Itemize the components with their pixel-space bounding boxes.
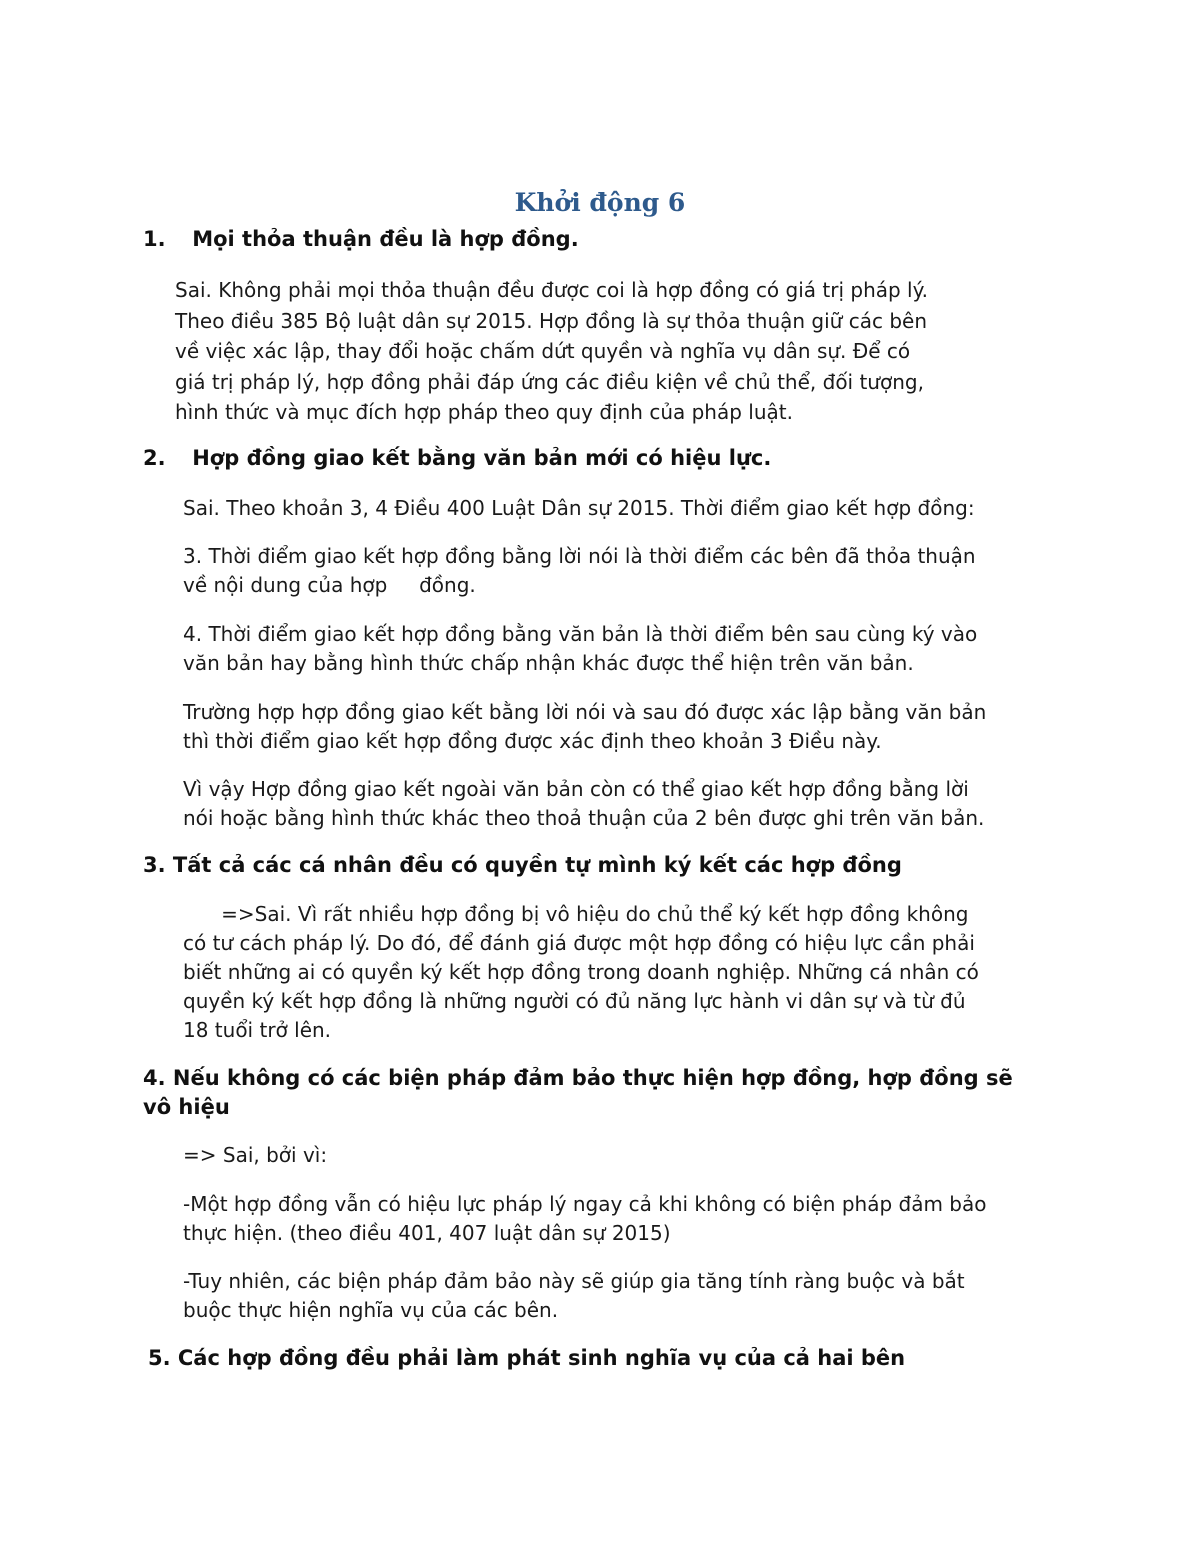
answer-line: =>Sai. Vì rất nhiều hợp đồng bị vô hiệu do chủ thể ký kết hợp đồng không <box>183 902 969 926</box>
answer-line: về nội dung của hợp đồng. <box>183 573 476 597</box>
answer-line: Sai. Theo khoản 3, 4 Điều 400 Luật Dân sự 2015. Thời điểm giao kết hợp đồng: <box>183 496 975 520</box>
answer-line: nói hoặc bằng hình thức khác theo thoả thuận của 2 bên được ghi trên văn bản. <box>183 806 985 830</box>
question-2-intro <box>183 494 975 523</box>
question-3-answer <box>183 900 979 1045</box>
question-1-answer <box>175 275 928 428</box>
answer-line: Sai. Không phải mọi thỏa thuận đều được coi là hợp đồng có giá trị pháp lý. <box>175 278 928 302</box>
answer-line: -Một hợp đồng vẫn có hiệu lực pháp lý ngay cả khi không có biện pháp đảm bảo <box>183 1192 987 1216</box>
answer-line: buộc thực hiện nghĩa vụ của các bên. <box>183 1298 559 1322</box>
question-2-heading <box>143 444 771 473</box>
question-4-point-2 <box>183 1267 965 1325</box>
answer-line: thì thời điểm giao kết hợp đồng được xác định theo khoản 3 Điều này. <box>183 729 882 753</box>
answer-line: 18 tuổi trở lên. <box>183 1018 332 1042</box>
question-2-number: 2. <box>143 446 166 470</box>
answer-line: Trường hợp hợp đồng giao kết bằng lời nói và sau đó được xác lập bằng văn bản <box>183 700 987 724</box>
question-4-intro <box>183 1141 327 1170</box>
question-4-line: vô hiệu <box>143 1095 230 1119</box>
answer-line: -Tuy nhiên, các biện pháp đảm bảo này sẽ giúp gia tăng tính ràng buộc và bắt <box>183 1269 965 1293</box>
question-4-line: 4. Nếu không có các biện pháp đảm bảo thực hiện hợp đồng, hợp đồng sẽ <box>143 1066 1013 1090</box>
answer-line: quyền ký kết hợp đồng là những người có đủ năng lực hành vi dân sự và từ đủ <box>183 989 966 1013</box>
answer-line: về việc xác lập, thay đổi hoặc chấm dứt quyền và nghĩa vụ dân sự. Để có <box>175 339 911 363</box>
answer-line: giá trị pháp lý, hợp đồng phải đáp ứng các điều kiện về chủ thể, đối tượng, <box>175 369 924 394</box>
question-2-clause-4 <box>183 620 977 678</box>
answer-line: 4. Thời điểm giao kết hợp đồng bằng văn bản là thời điểm bên sau cùng ký vào <box>183 622 978 646</box>
question-2-conclusion <box>183 775 984 833</box>
question-4-heading <box>143 1064 1013 1122</box>
question-1-text: Mọi thỏa thuận đều là hợp đồng. <box>192 227 579 251</box>
question-3-heading: 3. Tất cả các cá nhân đều có quyền tự mình ký kết các hợp đồng <box>143 853 902 877</box>
question-2-text: Hợp đồng giao kết bằng văn bản mới có hiệu lực. <box>192 446 772 470</box>
question-5-heading: 5. Các hợp đồng đều phải làm phát sinh nghĩa vụ của cả hai bên <box>148 1346 906 1370</box>
answer-line: văn bản hay bằng hình thức chấp nhận khác được thể hiện trên văn bản. <box>183 651 914 675</box>
document-title: Khởi động 6 <box>514 188 686 217</box>
question-2-clause-5 <box>183 698 986 756</box>
answer-line: Theo điều 385 Bộ luật dân sự 2015. Hợp đồng là sự thỏa thuận giữ các bên <box>175 308 927 333</box>
answer-line: Vì vậy Hợp đồng giao kết ngoài văn bản còn có thể giao kết hợp đồng bằng lời <box>183 777 969 801</box>
answer-line: => Sai, bởi vì: <box>183 1143 328 1167</box>
question-1-number: 1. <box>143 227 166 251</box>
answer-line: có tư cách pháp lý. Do đó, để đánh giá được một hợp đồng có hiệu lực cần phải <box>183 931 975 955</box>
question-1-heading <box>143 225 579 254</box>
question-2-clause-3 <box>183 542 976 600</box>
answer-line: hình thức và mục đích hợp pháp theo quy định của pháp luật. <box>175 400 793 424</box>
answer-line: 3. Thời điểm giao kết hợp đồng bằng lời nói là thời điểm các bên đã thỏa thuận <box>183 544 976 568</box>
question-4-point-1 <box>183 1190 987 1248</box>
answer-line: biết những ai có quyền ký kết hợp đồng trong doanh nghiệp. Những cá nhân có <box>183 960 979 984</box>
answer-line: thực hiện. (theo điều 401, 407 luật dân sự 2015) <box>183 1221 671 1245</box>
